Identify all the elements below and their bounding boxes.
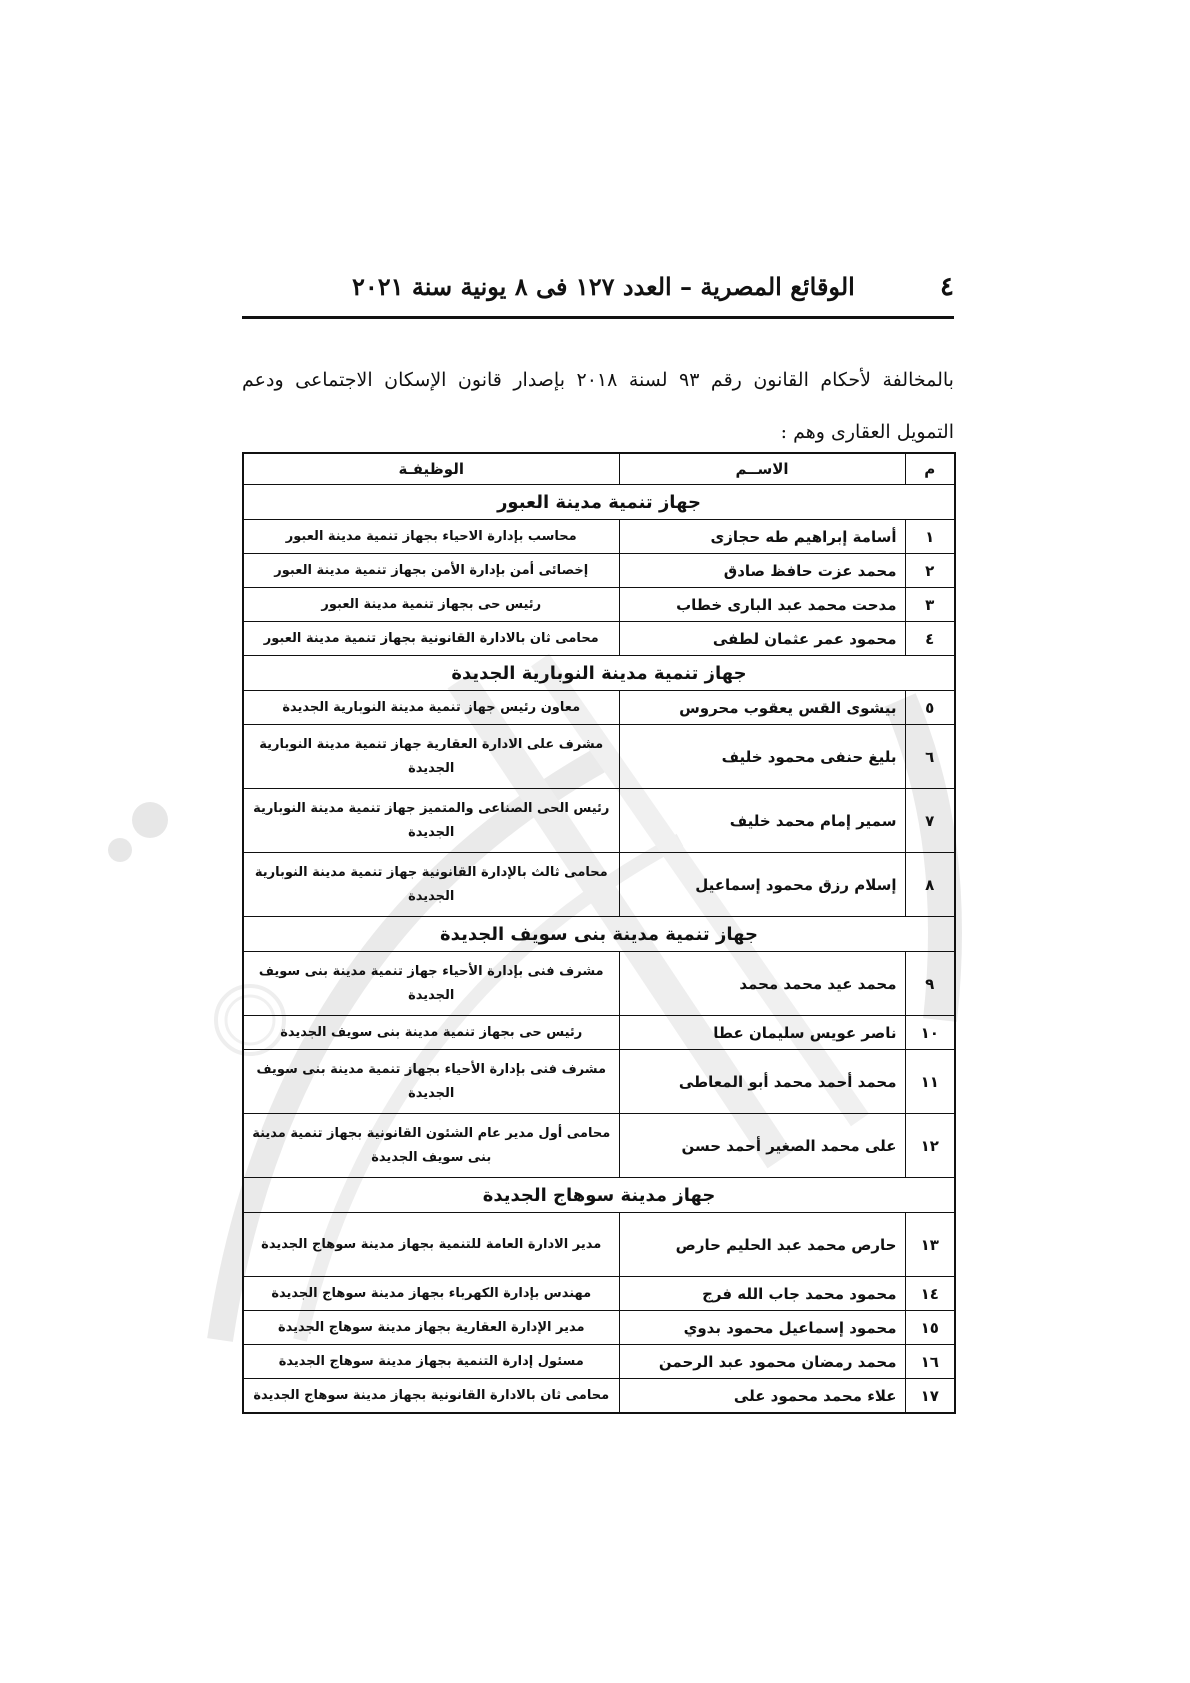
row-number: ٩ (905, 952, 955, 1016)
row-number: ١ (905, 520, 955, 554)
employee-name: حارص محمد عبد الحليم حارص (619, 1213, 905, 1277)
table-row (243, 588, 955, 622)
page-number: ٤ (940, 272, 954, 302)
gazette-title: الوقائع المصرية – العدد ١٢٧ فى ٨ يونية سنة ٢٠٢١ (352, 272, 855, 301)
row-number: ١٤ (905, 1277, 955, 1311)
section-title: جهاز تنمية مدينة النوبارية الجديدة (243, 656, 955, 691)
employee-job: مسئول إدارة التنمية بجهاز مدينة سوهاج الجديدة (243, 1345, 619, 1379)
section-title: جهاز تنمية مدينة بنى سويف الجديدة (243, 917, 955, 952)
row-number: ٢ (905, 554, 955, 588)
table-row (243, 725, 955, 789)
employee-name: محمود إسماعيل محمود بدوي (619, 1311, 905, 1345)
header-job: الوظيفـة (243, 453, 619, 485)
employee-name: ناصر عويس سليمان عطا (619, 1016, 905, 1050)
section-header (243, 485, 955, 520)
row-number: ٤ (905, 622, 955, 656)
row-number: ٣ (905, 588, 955, 622)
employee-name: محمود عمر عثمان لطفى (619, 622, 905, 656)
employee-job: محاسب بإدارة الاحياء بجهاز تنمية مدينة العبور (243, 520, 619, 554)
section-title: جهاز تنمية مدينة العبور (243, 485, 955, 520)
row-number: ١٣ (905, 1213, 955, 1277)
employee-name: مدحت محمد عبد البارى خطاب (619, 588, 905, 622)
employee-name: محمد أحمد محمد أبو المعاطى (619, 1050, 905, 1114)
intro-paragraph: بالمخالفة لأحكام القانون رقم ٩٣ لسنة ٢٠١٨ بإصدار قانون الإسكان الاجتماعى ودعم التمويل العقارى وهم : (242, 369, 954, 443)
employee-job: مشرف فنى بإدارة الأحياء جهاز تنمية مدينة بنى سويف الجديدة (243, 952, 619, 1016)
page-header (242, 270, 954, 319)
table-row (243, 691, 955, 725)
table-row (243, 1016, 955, 1050)
row-number: ١٢ (905, 1114, 955, 1178)
section-header (243, 917, 955, 952)
employee-name: محمد عيد محمد محمد (619, 952, 905, 1016)
header-name: الاســم (619, 453, 905, 485)
employee-job: مدير الإدارة العقارية بجهاز مدينة سوهاج الجديدة (243, 1311, 619, 1345)
employee-job: مدير الادارة العامة للتنمية بجهاز مدينة سوهاج الجديدة (243, 1213, 619, 1277)
employees-table (242, 452, 956, 1414)
table-row (243, 853, 955, 917)
table-header-row (243, 453, 955, 485)
row-number: ٥ (905, 691, 955, 725)
employee-name: على محمد الصغير أحمد حسن (619, 1114, 905, 1178)
header-num: م (905, 453, 955, 485)
table-row (243, 1213, 955, 1277)
employee-job: رئيس الحى الصناعى والمتميز جهاز تنمية مدينة النوبارية الجديدة (243, 789, 619, 853)
table-row (243, 554, 955, 588)
table-row (243, 1379, 955, 1414)
table-row (243, 952, 955, 1016)
employee-job: إخصائى أمن بإدارة الأمن بجهاز تنمية مدينة العبور (243, 554, 619, 588)
employee-job: مشرف على الادارة العقارية جهاز تنمية مدينة النوبارية الجديدة (243, 725, 619, 789)
table-row (243, 1114, 955, 1178)
row-number: ٨ (905, 853, 955, 917)
table-row (243, 520, 955, 554)
table-row (243, 789, 955, 853)
employee-name: علاء محمد محمود على (619, 1379, 905, 1414)
employee-job: رئيس حى بجهاز تنمية مدينة بنى سويف الجديدة (243, 1016, 619, 1050)
employee-name: محمد عزت حافظ صادق (619, 554, 905, 588)
employee-job: رئيس حى بجهاز تنمية مدينة العبور (243, 588, 619, 622)
employee-job: مهندس بإدارة الكهرباء بجهاز مدينة سوهاج الجديدة (243, 1277, 619, 1311)
row-number: ١٠ (905, 1016, 955, 1050)
row-number: ١٥ (905, 1311, 955, 1345)
employee-name: أسامة إبراهيم طه حجازى (619, 520, 905, 554)
table-row (243, 1277, 955, 1311)
employee-name: محمد رمضان محمود عبد الرحمن (619, 1345, 905, 1379)
employee-name: محمود محمد جاب الله فرج (619, 1277, 905, 1311)
employee-name: بيشوى القس يعقوب محروس (619, 691, 905, 725)
employee-name: إسلام رزق محمود إسماعيل (619, 853, 905, 917)
table-row (243, 1345, 955, 1379)
employee-job: محامى أول مدير عام الشئون القانونية بجهاز تنمية مدينة بنى سويف الجديدة (243, 1114, 619, 1178)
row-number: ١٦ (905, 1345, 955, 1379)
row-number: ٧ (905, 789, 955, 853)
table-row (243, 622, 955, 656)
employee-name: سمير إمام محمد خليف (619, 789, 905, 853)
section-title: جهاز مدينة سوهاج الجديدة (243, 1178, 955, 1213)
employee-job: محامى ثان بالادارة القانونية بجهاز مدينة سوهاج الجديدة (243, 1379, 619, 1414)
employee-job: محامى ثالث بالإدارة القانونية جهاز تنمية مدينة النوبارية الجديدة (243, 853, 619, 917)
row-number: ١٧ (905, 1379, 955, 1414)
employee-job: معاون رئيس جهاز تنمية مدينة النوبارية الجديدة (243, 691, 619, 725)
employee-name: بليغ حنفى محمود خليف (619, 725, 905, 789)
table-row (243, 1311, 955, 1345)
row-number: ٦ (905, 725, 955, 789)
employee-job: محامى ثان بالادارة القانونية بجهاز تنمية مدينة العبور (243, 622, 619, 656)
row-number: ١١ (905, 1050, 955, 1114)
section-header (243, 1178, 955, 1213)
table-row (243, 1050, 955, 1114)
section-header (243, 656, 955, 691)
employee-job: مشرف فنى بإدارة الأحياء بجهاز تنمية مدينة بنى سويف الجديدة (243, 1050, 619, 1114)
